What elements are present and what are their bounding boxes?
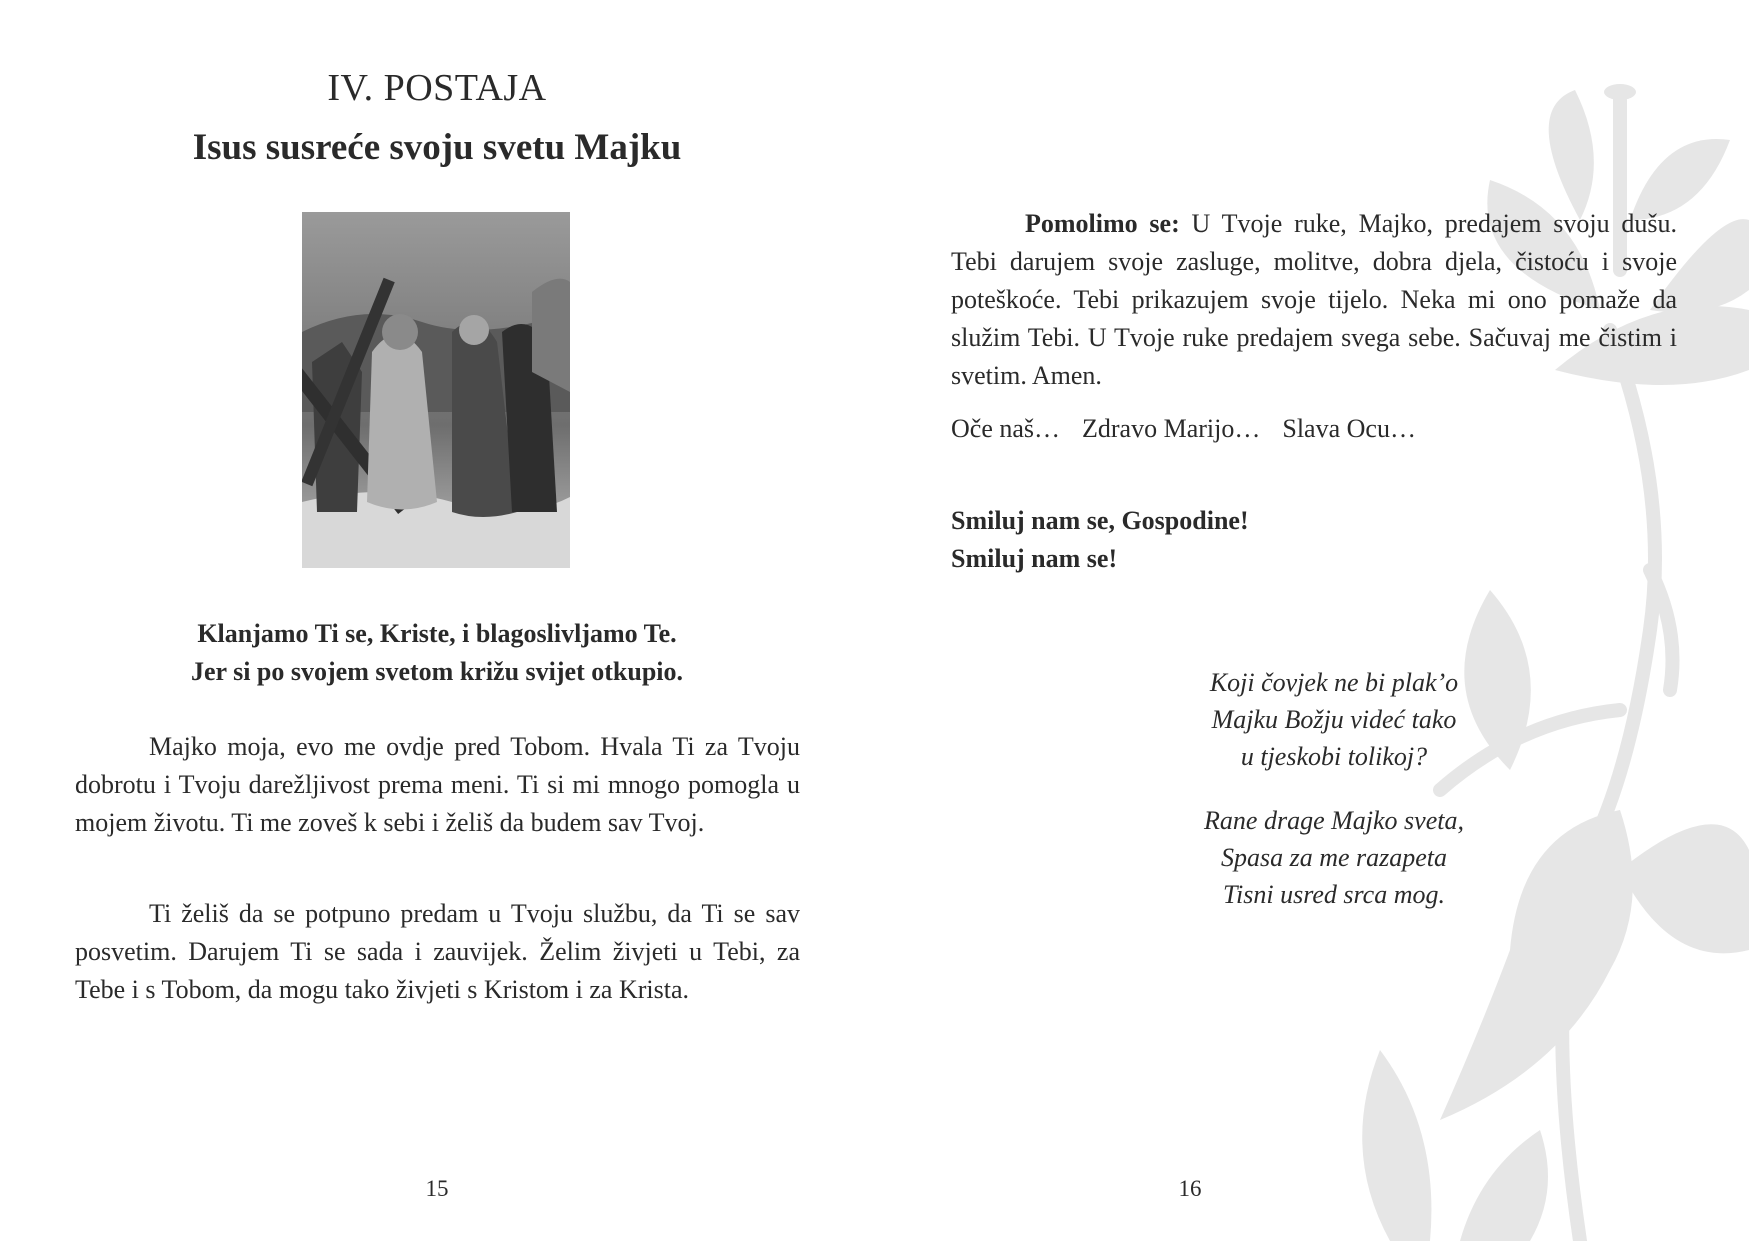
- verse-line: Majku Božju videć tako: [1211, 705, 1457, 734]
- station-illustration-image: [302, 212, 570, 568]
- prayer-lead: Pomolimo se:: [1025, 209, 1180, 238]
- mercy-line: Smiluj nam se!: [951, 544, 1118, 573]
- verse-line: Spasa za me razapeta: [1220, 843, 1448, 872]
- page-number: 15: [425, 1176, 449, 1201]
- right-page: [874, 0, 1749, 1241]
- jesus-meets-mother-illustration-icon: [302, 212, 570, 568]
- mercy-invocation: [951, 502, 1249, 578]
- prayer-item: Slava Ocu…: [1282, 414, 1416, 443]
- meditation-paragraph: [75, 895, 800, 1009]
- acclamation: [40, 615, 834, 691]
- meditation-paragraph: [75, 728, 800, 842]
- prayer-item: Zdravo Marijo…: [1082, 414, 1261, 443]
- verse-line: Tisni usred srca mog.: [1223, 880, 1445, 909]
- hymn-verse: [1114, 664, 1554, 775]
- prayer-list: [951, 410, 1438, 448]
- left-page: [0, 0, 874, 1241]
- station-title: IV. POSTAJA: [327, 67, 547, 109]
- mercy-line: Smiluj nam se, Gospodine!: [951, 506, 1249, 535]
- prayer-paragraph: [951, 205, 1677, 395]
- station-subtitle: Isus susreće svoju svetu Majku: [192, 127, 682, 168]
- paragraph-text: Majko moja, evo me ovdje pred Tobom. Hvala Ti za Tvoju dobrotu i Tvoju darežljivost prema meni. Ti si mi mnogo pomogla u mojem životu. Ti me zoveš k sebi i želiš da budem sav Tvoj.: [75, 732, 800, 837]
- prayer-block: [951, 205, 1677, 395]
- prayer-text: U Tvoje ruke, Majko, predajem svoju dušu. Tebi darujem svoje zasluge, molitve, dobra djela, čistoću i svoje poteškoće. Tebi prikazujem svoje tijelo. Neka mi ono pomaže da služim Tebi. U Tvoje ruke predajem svega sebe. Sačuvaj me čistim i svetim. Amen.: [951, 209, 1678, 390]
- hymn-verse: [1114, 802, 1554, 913]
- prayer-item: Oče naš…: [951, 414, 1061, 443]
- paragraph-text: Ti želiš da se potpuno predam u Tvoju službu, da Ti se sav posvetim. Darujem Ti se sada i zauvijek. Želim živjeti u Tebi, za Tebe i s Tobom, da mogu tako živjeti s Kristom i za Krista.: [75, 899, 800, 1004]
- acclamation-line: Klanjamo Ti se, Kriste, i blagoslivljamo Te.: [197, 619, 677, 648]
- acclamation-line: Jer si po svojem svetom križu svijet otkupio.: [190, 657, 684, 686]
- verse-line: u tjeskobi tolikoj?: [1240, 742, 1428, 771]
- verse-line: Rane drage Majko sveta,: [1204, 806, 1464, 835]
- page-number: 16: [1178, 1176, 1202, 1201]
- verse-line: Koji čovjek ne bi plak’o: [1209, 668, 1459, 697]
